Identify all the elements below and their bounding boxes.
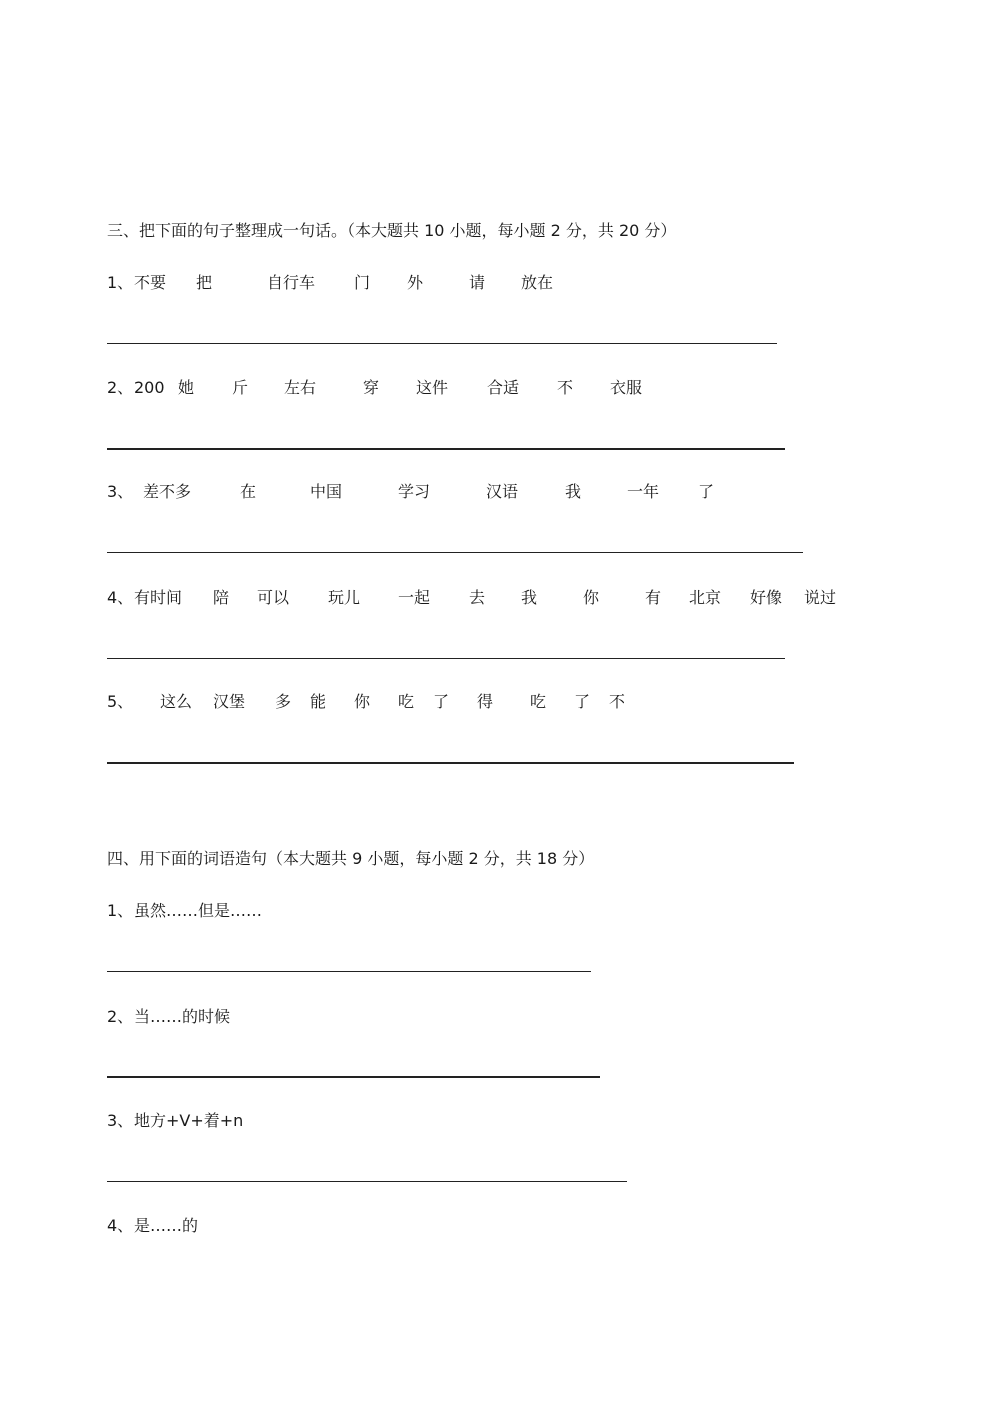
word-token: 门: [354, 273, 371, 292]
word-token: 陪: [213, 588, 230, 607]
word-token: 差不多: [143, 482, 192, 501]
word-token: 了: [433, 692, 450, 711]
question-number: 2、: [107, 378, 134, 397]
word-token: 说过: [804, 588, 837, 607]
word-token: 多: [275, 692, 292, 711]
word-token: 一年: [627, 482, 660, 501]
word-token: 可以: [257, 588, 290, 607]
question-number: 4、: [107, 1216, 134, 1235]
word-token: 左右: [284, 378, 317, 397]
word-token: 衣服: [610, 378, 643, 397]
word-token: 自行车: [267, 273, 316, 292]
question-prompt: 虽然……但是……: [134, 901, 263, 920]
question-prompt: 地方+V+着+n: [134, 1111, 244, 1130]
answer-line-3-4[interactable]: [107, 658, 785, 659]
question-number: 1、: [107, 273, 134, 292]
word-token: 了: [574, 692, 591, 711]
answer-line-3-1[interactable]: [107, 343, 777, 344]
answer-line-3-5[interactable]: [107, 762, 794, 764]
question-prompt: 是……的: [134, 1216, 199, 1235]
section3-title: 三、把下面的句子整理成一句话。（本大题共 10 小题，每小题 2 分，共 20 分）: [107, 221, 677, 240]
word-token: 请: [469, 273, 486, 292]
word-token: 这件: [416, 378, 449, 397]
word-token: 学习: [398, 482, 431, 501]
word-token: 吃: [398, 692, 415, 711]
word-token: 了: [698, 482, 715, 501]
word-token: 在: [240, 482, 257, 501]
question-number: 2、: [107, 1007, 134, 1026]
word-token: 中国: [310, 482, 343, 501]
word-token: 斤: [232, 378, 249, 397]
word-token: 合适: [487, 378, 520, 397]
word-token: 有: [645, 588, 662, 607]
word-token: 能: [310, 692, 327, 711]
word-token: 这么: [160, 692, 193, 711]
word-token: 得: [477, 692, 494, 711]
word-token: 好像: [750, 588, 783, 607]
word-token: 她: [178, 378, 195, 397]
question-number: 4、: [107, 588, 134, 607]
word-token: 你: [583, 588, 600, 607]
word-token: 北京: [689, 588, 722, 607]
question-number: 5、: [107, 692, 134, 711]
question-number: 1、: [107, 901, 134, 920]
word-token: 我: [521, 588, 538, 607]
answer-line-3-2[interactable]: [107, 448, 785, 450]
word-token: 不要: [134, 273, 167, 292]
word-token: 把: [196, 273, 213, 292]
word-token: 放在: [521, 273, 554, 292]
word-token: 一起: [398, 588, 431, 607]
question-prompt: 当……的时候: [134, 1007, 231, 1026]
word-token: 穿: [363, 378, 380, 397]
word-token: 不: [609, 692, 626, 711]
word-token: 去: [469, 588, 486, 607]
word-token: 有时间: [134, 588, 183, 607]
answer-line-3-3[interactable]: [107, 552, 803, 553]
section4-title: 四、用下面的词语造句（本大题共 9 小题，每小题 2 分，共 18 分）: [107, 849, 595, 868]
word-token: 吃: [530, 692, 547, 711]
word-token: 外: [407, 273, 424, 292]
answer-line-4-3[interactable]: [107, 1181, 627, 1182]
question-number: 3、: [107, 1111, 134, 1130]
word-token: 汉堡: [213, 692, 246, 711]
word-token: 汉语: [486, 482, 519, 501]
word-token: 不: [557, 378, 574, 397]
word-token: 200: [134, 378, 165, 397]
answer-line-4-2[interactable]: [107, 1076, 600, 1078]
answer-line-4-1[interactable]: [107, 971, 591, 972]
word-token: 你: [354, 692, 371, 711]
question-number: 3、: [107, 482, 134, 501]
word-token: 我: [565, 482, 582, 501]
word-token: 玩儿: [328, 588, 361, 607]
